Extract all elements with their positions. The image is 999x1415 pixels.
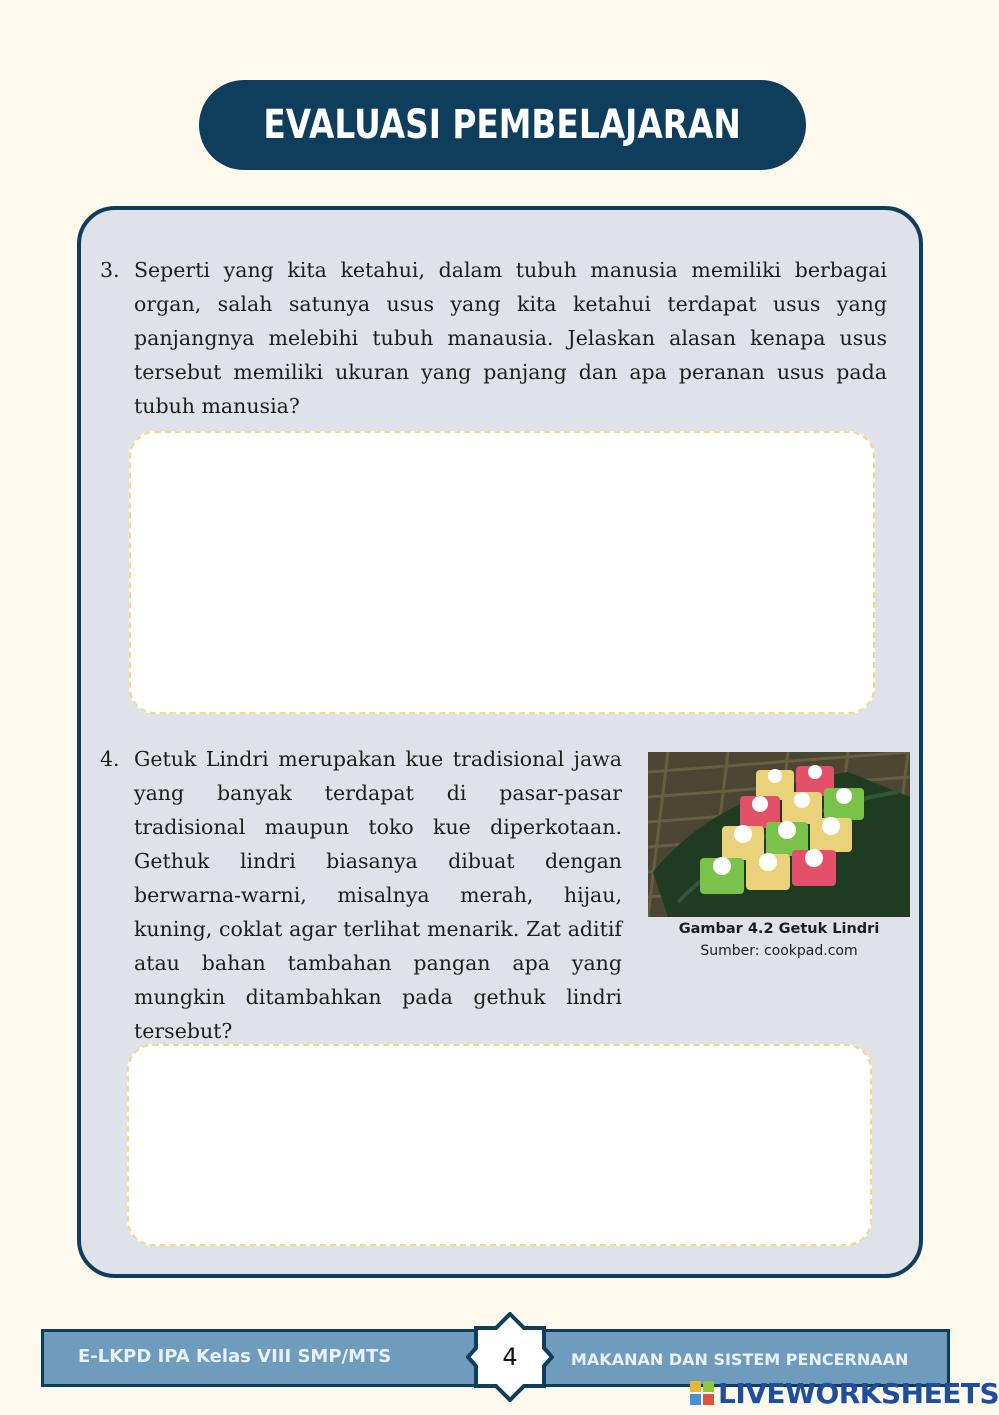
getuk-lindri-photo [648, 752, 910, 917]
page-title: EVALUASI PEMBELAJARAN [263, 102, 742, 148]
question-number: 4. [100, 747, 120, 771]
question-number: 3. [100, 258, 120, 282]
page-number: 4 [502, 1343, 518, 1371]
getuk-lindri-illustration [648, 752, 910, 917]
answer-box-4[interactable] [127, 1044, 872, 1246]
page-title-banner [199, 80, 806, 170]
question-text: Getuk Lindri merupakan kue tradisional jawa yang banyak terdapat di pasar-pasar tradisional maupun toko kue diperkotaan. Gethuk lindri biasanya dibuat dengan berwarna-warni, misalnya merah, hijau, kuning, coklat agar terlihat menarik. Zat aditif atau bahan tambahan pangan apa yang mungkin ditambahkan pada gethuk lindri tersebut? [134, 747, 622, 1043]
figure-caption: Gambar 4.2 Getuk Lindri [678, 921, 880, 937]
footer-course-label: E-LKPD IPA Kelas VIII SMP/MTS [78, 1346, 392, 1367]
liveworksheets-wordmark: LIVEWORKSHEETS [718, 1376, 999, 1410]
question-text: Seperti yang kita ketahui, dalam tubuh manusia memiliki berbagai organ, salah satunya usus yang kita ketahui terdapat usus yang panjangnya melebihi tubuh manausia. Jelaskan alasan kenapa usus tersebut memiliki ukuran yang panjang dan apa peranan usus pada tubuh manusia? [134, 258, 887, 418]
figure-source: Sumber: cookpad.com [700, 943, 858, 959]
liveworksheets-squares-icon [690, 1381, 714, 1405]
footer-chapter-label: MAKANAN DAN SISTEM PENCERNAAN [571, 1350, 909, 1369]
answer-box-3[interactable] [129, 431, 875, 714]
liveworksheets-logo [690, 1376, 999, 1410]
